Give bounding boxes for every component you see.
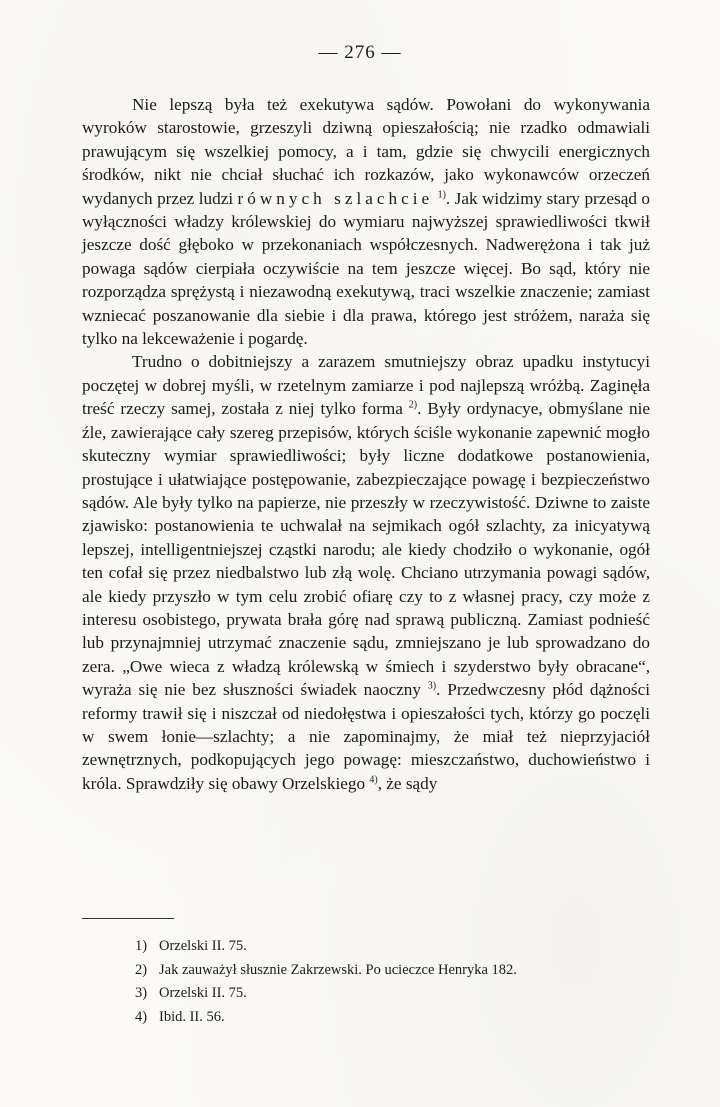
text-run: . Jak widzimy stary przesąd o wyłączności władzy królewskiej do wymiaru najwyższej sprawiedliwości tkwił jeszcze dość głęboko w przekonaniach współczesnych. Nadwerężona i tak już powaga sądów cierpiała oczywiście na tem jeszcze więcej. Bo sąd, który nie rozporządza sprężystą i niezawodną exekutywą, traci wszelkie znaczenie; zamiast wzniecać poszanowanie dla siebie i dla prawa, którego jest stróżem, naraża się tylko na lekceważenie i pogardę. [82, 188, 650, 349]
footnote-reference: 3) [427, 680, 437, 692]
footnote-mark: 3) [135, 985, 148, 1001]
paragraph [82, 93, 650, 350]
footnote-separator [82, 918, 174, 919]
footnote [135, 1006, 635, 1030]
footnote-text: Jak zauważył słusznie Zakrzewski. Po ucieczce Henryka 182. [159, 961, 517, 978]
footnote-mark: 1) [135, 938, 148, 954]
text-run: . Były ordynacye, obmyślane nie źle, zawierające cały szereg przepisów, których ściśle wykonanie zapewnić mogło skuteczny wymiar sprawiedliwości; były liczne dodatkowe postanowienia, prostujące i ułatwiające postępowanie, zabezpieczające powagę i bezpieczeństwo sądów. Ale były tylko na papierze, nie przeszły w rzeczywistość. Dziwne to zaiste zjawisko: postanowienia te uchwalał na sejmikach ogół szlachty, za inicyatywą lepszej, intelligentniejszej cząstki narodu; ale kiedy chodziło o wykonanie, ogół ten cofał się przez niedbalstwo lub złą wolę. Chciano utrzymania powagi sądów, ale kiedy przyszło w tym celu zrobić ofiarę czy to z własnej pracy, czy może z interesu osobistego, prywata brała górę nad sprawą publiczną. Zamiast podnieść lub przynajmniej utrzymać znaczenie sądu, zmniejszano je lub sprowadzano do zera. „Owe wieca z władzą królewską w śmiech i szyderstwo były obracane“, wyraża się nie bez słuszności świadek naoczny [82, 399, 650, 700]
footnote-mark: 4) [135, 1008, 148, 1025]
text-run: Trudno o dobitniejszy a zarazem smutniejszy obraz upadku instytucyi poczętej w dobrej myśli, w rzetelnym zamiarze i pod najlepszą wróżbą. Zaginęła treść rzeczy samej, została z niej tylko forma [82, 352, 650, 419]
footnote [135, 982, 635, 1006]
footnote-mark: 2) [135, 961, 148, 978]
footnotes [135, 935, 635, 1029]
footnote-text: Ibid. II. 56. [159, 1008, 225, 1025]
footnote-reference: 4) [369, 774, 378, 786]
text-run: . Przedwczesny płód dążności reformy trawił się i niszczał od niedołęstwa i opieszałości tych, którzy go poczęli w swem łonie—szlachty; a nie zapominajmy, że miał też nieprzyjaciół zewnętrznych, podkopujących jego powagę: mieszczaństwo, duchowieństwo i króla. Sprawdziły się obawy Orzelskiego [82, 680, 651, 793]
emphasized-text: równych szlachcie [237, 188, 434, 208]
main-text [82, 93, 650, 795]
text-run: Nie lepszą była też exekutywa sądów. Powołani do wykonywania wyroków starostowie, grzeszyli dziwną opieszałością; nie rzadko odmawiali prawującym się wszelkiej pomocy, a i tam, gdzie się chwycili energicznych środków, nikt nie chciał słuchać ich rozkazów, jako wykonawców orzeczeń wydanych przez ludzi [82, 95, 650, 208]
text-run: , że sądy [377, 773, 438, 793]
footnote [135, 935, 635, 959]
page-number: — 276 — [318, 42, 402, 63]
paragraph [82, 350, 650, 795]
footnote-reference: 1) [437, 188, 446, 200]
footnote-text: Orzelski II. 75. [159, 985, 247, 1001]
footnote [135, 959, 635, 983]
footnote-text: Orzelski II. 75. [159, 938, 247, 954]
footnote-reference: 2) [408, 399, 418, 411]
